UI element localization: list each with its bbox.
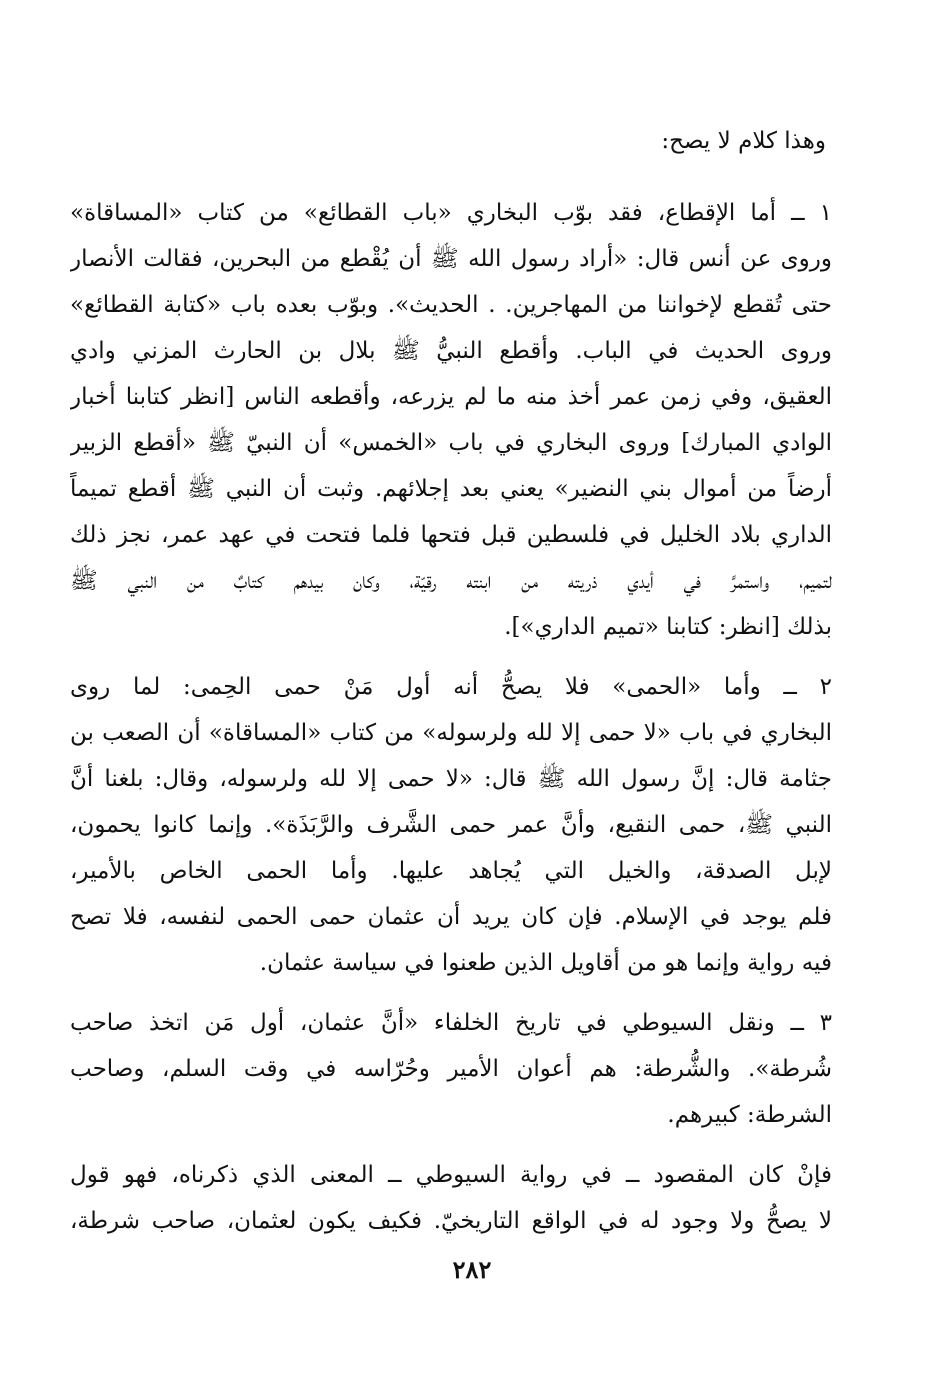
paragraph-4-conclusion xyxy=(70,1152,832,1244)
text-line: فلم يوجد في الإسلام. فإن كان يريد أن عثمان حمى الحمى لنفسه، فلا تصح xyxy=(70,904,832,930)
text-line: لإبل الصدقة، والخيل التي يُجاهد عليها. وأما الحمى الخاص بالأمير، xyxy=(70,858,832,884)
paragraph-1-iqta xyxy=(70,190,832,650)
text-line: الداري بلاد الخليل في فلسطين قبل فتحها فلما فتحت في عهد عمر، نجز ذلك xyxy=(70,522,832,548)
text-line: أرضاً من أموال بني النضير» يعني بعد إجلائهم. وثبت أن النبي ﷺ أقطع تميماً xyxy=(70,476,832,502)
text-line: ٢ ــ وأما «الحمى» فلا يصحُّ أنه أول مَنْ حمى الحِمى: لما روى xyxy=(70,674,832,700)
text-line: ١ ــ أما الإقطاع، فقد بوّب البخاري «باب القطائع» من كتاب «المساقاة» xyxy=(70,200,832,226)
paragraph-3-shurta xyxy=(70,1000,832,1138)
text-line: الشرطة: كبيرهم. xyxy=(667,1102,832,1128)
text-line: لا يصحُّ ولا وجود له في الواقع التاريخيّ. فكيف يكون لعثمان، صاحب شرطة، xyxy=(70,1208,832,1234)
page-body xyxy=(70,118,832,1377)
text-line: شُرطة». والشُّرطة: هم أعوان الأمير وحُرّاسه في وقت السلم، وصاحب xyxy=(70,1056,832,1082)
text-line: وروى الحديث في الباب. وأقطع النبيُّ ﷺ بلال بن الحارث المزني وادي xyxy=(70,338,832,364)
text-line: فيه رواية وإنما هو من أقاويل الذين طعنوا في سياسة عثمان. xyxy=(259,950,832,976)
text-line: ٣ ــ ونقل السيوطي في تاريخ الخلفاء «أنَّ عثمان، أول مَن اتخذ صاحب xyxy=(70,1010,832,1036)
text-line: بذلك [انظر: كتابنا «تميم الداري»]. xyxy=(504,614,832,640)
text-line: وروى عن أنس قال: «أراد رسول الله ﷺ أن يُقْطع من البحرين، فقالت الأنصار xyxy=(70,246,832,272)
text-line: العقيق، وفي زمن عمر أخذ منه ما لم يزرعه، وأقطعه الناس [انظر كتابنا أخبار xyxy=(70,384,832,410)
paragraph-2-hima xyxy=(70,664,832,986)
page-number: ٢٨٢ xyxy=(452,1255,492,1284)
intro-line: وهذا كلام لا يصح: xyxy=(661,128,826,154)
text-line: لتميم، واستمرَّ في أيدي ذريته من ابنته رقيّة، وكان بيدهم كتابٌ من النبي ﷺ xyxy=(70,568,832,594)
text-line: فإنْ كان المقصود ــ في رواية السيوطي ــ المعنى الذي ذكرناه، فهو قول xyxy=(70,1162,832,1188)
text-line: الوادي المبارك] وروى البخاري في باب «الخمس» أن النبيّ ﷺ «أقطع الزبير xyxy=(70,430,832,456)
text-line: البخاري في باب «لا حمى إلا لله ولرسوله» من كتاب «المساقاة» أن الصعب بن xyxy=(70,720,832,746)
text-line: النبي ﷺ، حمى النقيع، وأنَّ عمر حمى الشَّرف والرَّبَذَة». وإنما كانوا يحمون، xyxy=(70,812,832,838)
text-line: جثامة قال: إنَّ رسول الله ﷺ قال: «لا حمى إلا لله ولرسوله، وقال: بلغنا أنَّ xyxy=(70,766,832,792)
text-line: حتى تُقطع لإخواننا من المهاجرين. . الحديث». وبوّب بعده باب «كتابة القطائع» xyxy=(70,292,832,318)
